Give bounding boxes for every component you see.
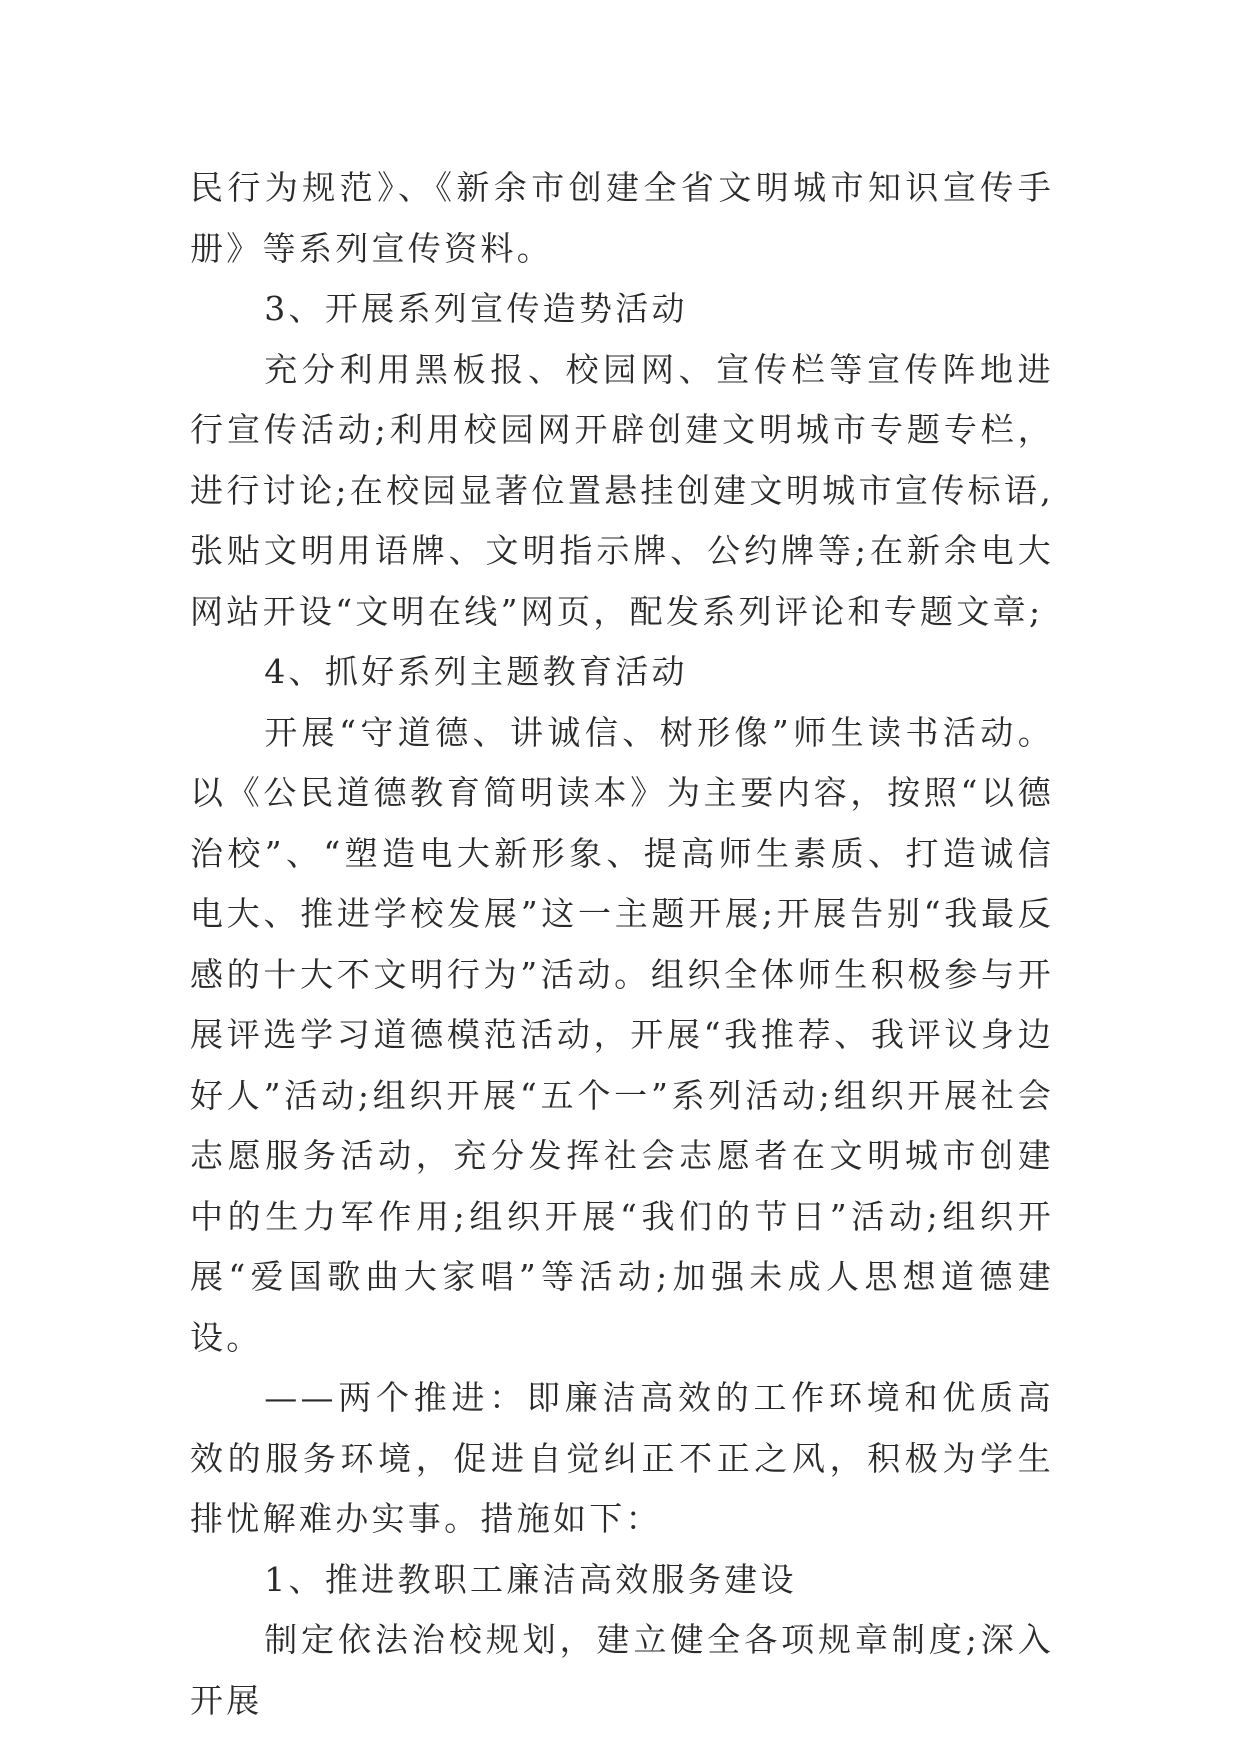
heading-item-1: 1、推进教职工廉洁高效服务建设 bbox=[264, 1559, 797, 1599]
paragraph-regulations: 制定依法治校规划，建立健全各项规章制度;深入开展 bbox=[190, 1620, 1054, 1720]
paragraph-continued: 民行为规范》、《新余市创建全省文明城市知识宣传手册》等系列宣传资料。 bbox=[190, 168, 1054, 268]
heading-item-4: 4、抓好系列主题教育活动 bbox=[264, 652, 688, 691]
heading-item-3: 3、开展系列宣传造势活动 bbox=[264, 289, 688, 328]
paragraph-education: 开展“守道德、讲诚信、树形像”师生读书活动。以《公民道德教育简明读本》为主要内容，按照“以德治校”、“塑造电大新形象、提高师生素质、打造诚信电大、推进学校发展”这一主题开展;开展告别“我最反感的十大不文明行为”活动。组织全体师生积极参与开展评选学习道德模范活动，开展“我推荐、我评议身边好人”活动;组织开展“五个一”系列活动;组织开展社会志愿服务活动，充分发挥社会志愿者在文明城市创建中的生力军作用;组织开展“我们的节日”活动;组织开展“爱国歌曲大家唱”等活动;加强未成人思想道德建设。 bbox=[190, 712, 1054, 1357]
paragraph-propaganda: 充分利用黑板报、校园网、宣传栏等宣传阵地进行宣传活动;利用校园网开辟创建文明城市专题专栏，进行讨论;在校园显著位置悬挂创建文明城市宣传标语,张贴文明用语牌、文明指示牌、公约牌等;在新余电大网站开设“文明在线”网页，配发系列评论和专题文章; bbox=[190, 349, 1054, 631]
body-text bbox=[190, 158, 1054, 1731]
paragraph-two-advances: ——两个推进：即廉洁高效的工作环境和优质高效的服务环境，促进自觉纠正不正之风，积极为学生排忧解难办实事。措施如下： bbox=[190, 1378, 1054, 1538]
